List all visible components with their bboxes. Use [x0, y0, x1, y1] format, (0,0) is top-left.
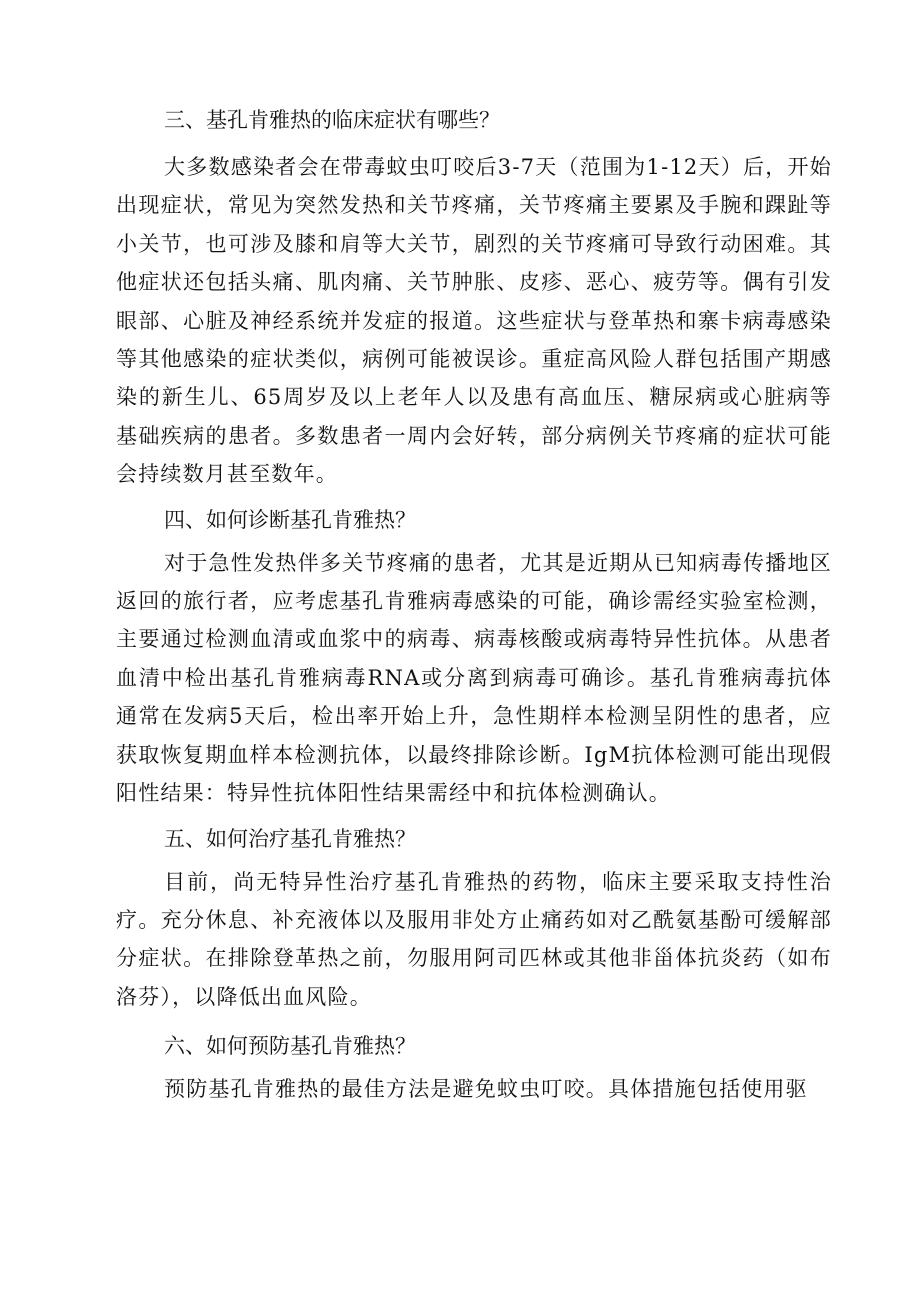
section-heading-prevention: 六、如何预防基孔肯雅热？: [164, 1034, 416, 1059]
section-body-treatment: 目前，尚无特异性治疗基孔肯雅热的药物，临床主要采取支持性治疗。充分休息、补充液体以及服用非处方止痛药如对乙酰氨基酚可缓解部分症状。在排除登革热之前，勿服用阿司匹林或其他非甾体抗炎药（如布洛芬），以降低出血风险。: [116, 869, 832, 1009]
section-body-diagnosis: 对于急性发热伴多关节疼痛的患者，尤其是近期从已知病毒传播地区返回的旅行者，应考虑基孔肯雅病毒感染的可能，确诊需经实验室检测，主要通过检测血清或血浆中的病毒、病毒核酸或病毒特异性抗体。从患者血清中检出基孔肯雅病毒RNA或分离到病毒可确诊。基孔肯雅病毒抗体通常在发病5天后，检出率开始上升，急性期样本检测呈阴性的患者，应获取恢复期血样本检测抗体，以最终排除诊断。IgM抗体检测可能出现假阳性结果：特异性抗体阳性结果需经中和抗体检测确认。: [116, 550, 832, 806]
section-heading-diagnosis: 四、如何诊断基孔肯雅热？: [164, 507, 416, 532]
section-body-prevention: 预防基孔肯雅热的最佳方法是避免蚊虫叮咬。具体措施包括使用驱: [164, 1077, 808, 1102]
section-body-symptoms: 大多数感染者会在带毒蚊虫叮咬后3-7天（范围为1-12天）后，开始出现症状，常见为突然发热和关节疼痛，关节疼痛主要累及手腕和踝趾等小关节，也可涉及膝和肩等大关节，剧烈的关节疼痛可导致行动困难。其他症状还包括头痛、肌肉痛、关节肿胀、皮疹、恶心、疲劳等。偶有引发眼部、心脏及神经系统并发症的报道。这些症状与登革热和寨卡病毒感染等其他感染的症状类似，病例可能被误诊。重症高风险人群包括围产期感染的新生儿、65周岁及以上老年人以及患有高血压、糖尿病或心脏病等基础疾病的患者。多数患者一周内会好转，部分病例关节疼痛的症状可能会持续数月甚至数年。: [116, 155, 832, 487]
section-heading-symptoms: 三、基孔肯雅热的临床症状有哪些？: [164, 108, 500, 132]
document-content: [116, 98, 832, 1109]
section-heading-treatment: 五、如何治疗基孔肯雅热？: [164, 826, 416, 851]
